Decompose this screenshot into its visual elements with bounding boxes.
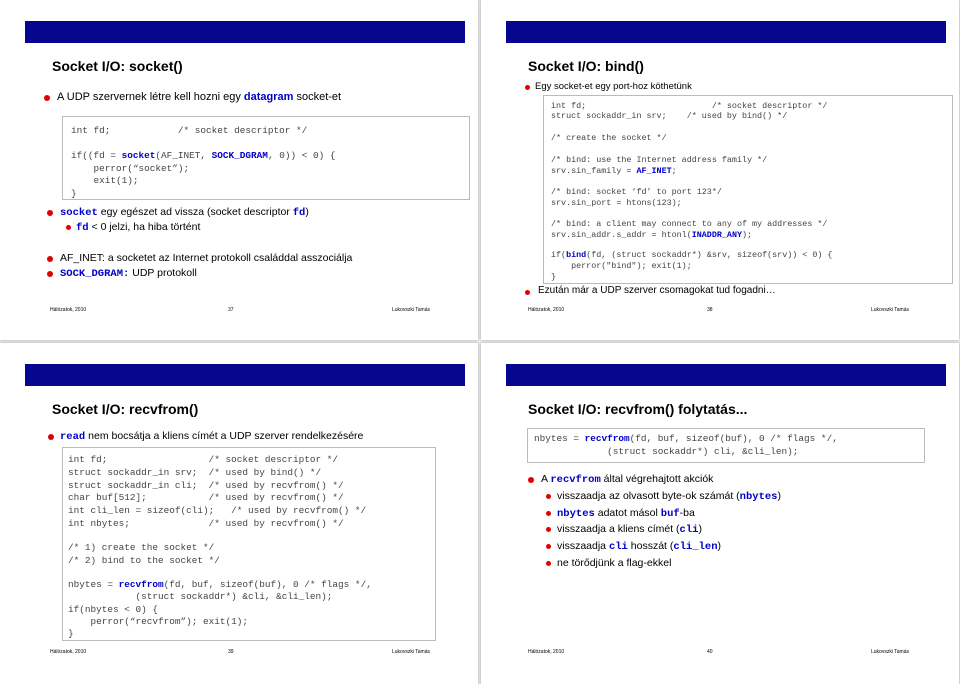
code-line: char buf[512]; /* used by recvfrom() */ xyxy=(68,492,344,503)
page-number: 40 xyxy=(707,649,713,655)
code-line: int cli_len = sizeof(cli); /* used by recvfrom() */ xyxy=(68,505,367,516)
bullet-icon xyxy=(546,511,551,516)
page-number: 38 xyxy=(707,307,713,313)
code-line: int fd; /* socket descriptor */ xyxy=(551,101,828,111)
bullet-icon xyxy=(47,271,53,277)
code-line: /* 2) bind to the socket */ xyxy=(68,555,220,566)
bullet-text: SOCK_DGRAM: UDP protokoll xyxy=(60,267,197,280)
bullet-icon xyxy=(546,561,551,566)
page-number: 37 xyxy=(228,307,234,313)
code-line: } xyxy=(551,272,557,282)
slide-title: Socket I/O: bind() xyxy=(528,58,644,74)
code-line: struct sockaddr_in srv; /* used by bind() */ xyxy=(68,467,322,478)
code-line: int fd; /* socket descriptor */ xyxy=(68,454,339,465)
slide-37 xyxy=(0,0,478,340)
title-bar xyxy=(25,364,465,386)
footer-course: Hálózatok, 2010 xyxy=(528,307,565,313)
bullet-icon xyxy=(44,95,50,101)
bullet-icon xyxy=(47,256,53,262)
slide-title: Socket I/O: socket() xyxy=(52,58,183,74)
code-line: /* bind: socket ‘fd’ to port 123*/ xyxy=(551,187,722,197)
bullet-text: A UDP szervernek létre kell hozni egy datagram socket-et xyxy=(57,91,342,103)
title-bar xyxy=(506,364,946,386)
slide-40 xyxy=(481,343,959,684)
bullet-text: A recvfrom által végrehajtott akciók xyxy=(541,473,714,486)
bullet-icon xyxy=(66,225,71,230)
code-line: perror(“recvfrom”); exit(1); xyxy=(68,616,249,627)
footer-author: Lukovszki Tamás xyxy=(392,307,430,313)
bullet-text: Egy socket-et egy port-hoz köthetünk xyxy=(535,81,692,92)
bullet-icon xyxy=(546,527,551,532)
code-line: /* bind: use the Internet address family */ xyxy=(551,155,768,165)
footer-course: Hálózatok, 2010 xyxy=(528,649,565,655)
code-line: struct sockaddr_in cli; /* used by recvfrom() */ xyxy=(68,480,344,491)
bullet-text: visszaadja az olvasott byte-ok számát (nbytes) xyxy=(557,490,781,503)
code-box xyxy=(543,95,953,284)
code-line: (struct sockaddr*) &cli, &cli_len); xyxy=(68,591,333,602)
title-bar xyxy=(25,21,465,43)
footer-course: Hálózatok, 2010 xyxy=(50,649,87,655)
slide-title: Socket I/O: recvfrom() folytatás... xyxy=(528,401,748,417)
bullet-icon xyxy=(48,434,54,440)
bullet-text: read nem bocsátja a kliens címét a UDP szerver rendelkezésére xyxy=(60,430,364,443)
code-line: (struct sockaddr*) cli, &cli_len); xyxy=(534,446,799,457)
bullet-text: ne törődjünk a flag-ekkel xyxy=(557,557,672,569)
bullet-text: AF_INET: a socketet az Internet protokoll családdal asszociálja xyxy=(60,252,353,264)
code-line: /* create the socket */ xyxy=(551,133,667,143)
bullet-text: socket egy egészet ad vissza (socket descriptor fd) xyxy=(60,206,309,219)
bullet-text: visszaadja a kliens címét (cli) xyxy=(557,523,702,536)
code-line: int fd; /* socket descriptor */ xyxy=(71,125,308,136)
code-line: srv.sin_port = htons(123); xyxy=(551,198,682,208)
footer-course: Hálózatok, 2010 xyxy=(50,307,87,313)
bullet-text: Ezután már a UDP szerver csomagokat tud fogadni… xyxy=(538,285,776,296)
title-bar xyxy=(506,21,946,43)
code-line: } xyxy=(68,628,74,639)
bullet-icon xyxy=(546,494,551,499)
code-line: srv.sin_family = AF_INET; xyxy=(551,166,677,176)
code-line: perror(“socket”); xyxy=(71,163,190,174)
code-line: srv.sin_addr.s_addr = htonl(INADDR_ANY); xyxy=(551,230,753,240)
code-line: if((fd = socket(AF_INET, SOCK_DGRAM, 0)) < 0) { xyxy=(71,150,336,161)
bullet-icon xyxy=(525,85,530,90)
slide-title: Socket I/O: recvfrom() xyxy=(52,401,199,417)
code-box xyxy=(62,447,436,641)
code-line: struct sockaddr_in srv; /* used by bind() */ xyxy=(551,111,788,121)
code-box xyxy=(527,428,925,463)
code-line: if(nbytes < 0) { xyxy=(68,604,159,615)
bullet-icon xyxy=(525,290,530,295)
slide-39 xyxy=(0,343,478,684)
bullet-icon xyxy=(528,477,534,483)
bullet-icon xyxy=(47,210,53,216)
footer-author: Lukovszki Tamás xyxy=(392,649,430,655)
bullet-text: visszaadja cli hosszát (cli_len) xyxy=(557,540,721,553)
code-line: if(bind(fd, (struct sockaddr*) &srv, sizeof(srv)) < 0) { xyxy=(551,250,833,260)
code-line: } xyxy=(71,188,77,199)
code-line: /* bind: a client may connect to any of my addresses */ xyxy=(551,219,828,229)
code-line: nbytes = recvfrom(fd, buf, sizeof(buf), 0 /* flags */, xyxy=(534,433,838,444)
page-number: 39 xyxy=(228,649,234,655)
code-box xyxy=(62,116,470,200)
bullet-icon xyxy=(546,544,551,549)
code-line: /* 1) create the socket */ xyxy=(68,542,215,553)
code-line: exit(1); xyxy=(71,175,139,186)
code-line: perror("bind"); exit(1); xyxy=(551,261,692,271)
bullet-text: fd < 0 jelzi, ha hiba történt xyxy=(76,221,201,234)
code-line: nbytes = recvfrom(fd, buf, sizeof(buf), 0 /* flags */, xyxy=(68,579,372,590)
slide-38 xyxy=(481,0,959,340)
bullet-text: nbytes adatot másol buf-ba xyxy=(557,507,695,520)
code-line: int nbytes; /* used by recvfrom() */ xyxy=(68,518,344,529)
footer-author: Lukovszki Tamás xyxy=(871,649,909,655)
footer-author: Lukovszki Tamás xyxy=(871,307,909,313)
